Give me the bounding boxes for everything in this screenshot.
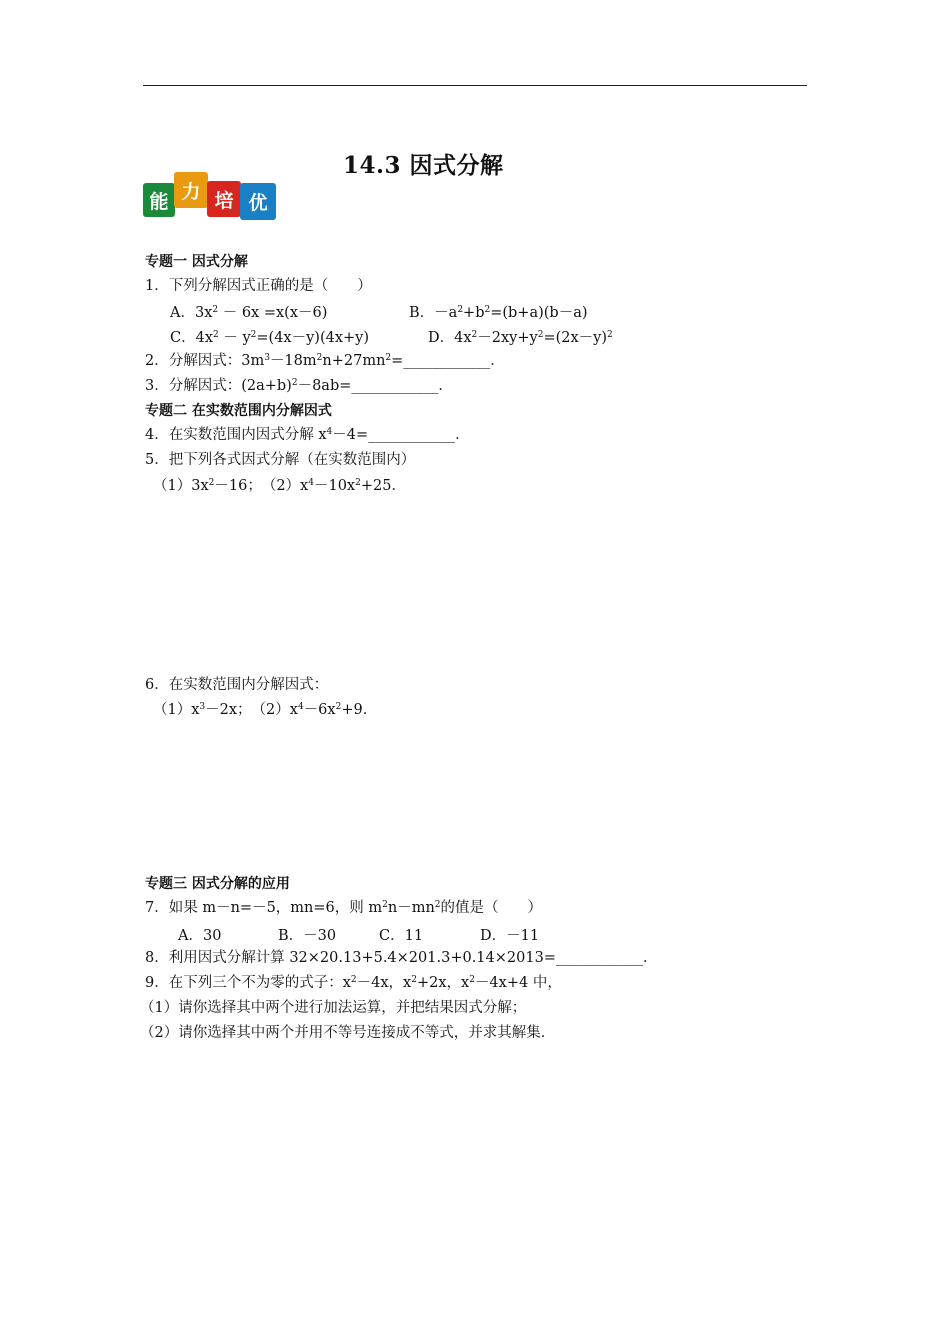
q5-stem: 5．把下列各式因式分解（在实数范围内）: [145, 452, 416, 468]
q1-stem: 1．下列分解因式正确的是（ ）: [145, 278, 372, 294]
page-title: 14.3 因式分解: [343, 152, 504, 179]
q7-option-a: A．30: [178, 928, 222, 944]
section-heading-3: 专题三 因式分解的应用: [145, 876, 290, 892]
q7-option-d: D．－11: [480, 928, 540, 944]
header-rule: [143, 85, 807, 86]
q4-text: 4．在实数范围内因式分解 $x^4-4=\_\_\_\_\_\_\_\_\_\_\_\_$．: [145, 427, 470, 443]
q1-option-c: C．$4x^2 - y^2=(4x-y)(4x+y)$: [170, 330, 370, 346]
logo-tile-4: 优: [240, 183, 276, 220]
q9-part-2: （2）请你选择其中两个并用不等号连接成不等式，并求其解集．: [140, 1025, 556, 1041]
ability-logo: [143, 170, 278, 222]
q2-text: 2．分解因式：$3m^3-18m^2n+27mn^2=\_\_\_\_\_\_\_\_\_\_\_\_$．: [145, 353, 505, 369]
logo-tile-1: 能: [143, 183, 175, 217]
q8-text: 8．利用因式分解计算 32×20.13+5.4×201.3+0.14×2013=____________．: [145, 950, 658, 966]
q1-option-a: A．$3x^2 - 6x =x(x-6)$: [170, 305, 328, 321]
section-heading-2: 专题二 在实数范围内分解因式: [145, 403, 332, 419]
q9-stem: 9．在下列三个不为零的式子：$x^2-4x$，$x^2+2x$，$x^2-4x+4$ 中，: [145, 975, 562, 991]
q7-option-b: B．－30: [278, 928, 337, 944]
logo-tile-2: 力: [174, 172, 208, 208]
q6-parts: $(1)x^3-2x$； $(2)x^4-6x^2+9$．: [153, 702, 378, 718]
section-heading-1: 专题一 因式分解: [145, 254, 248, 270]
q1-option-d: D．$4x^2-2xy+y^2=(2x-y)^2$: [428, 330, 613, 346]
q9-part-1: （1）请你选择其中两个进行加法运算，并把结果因式分解；: [140, 1000, 527, 1016]
q6-stem: 6．在实数范围内分解因式：: [145, 677, 329, 693]
logo-tile-3: 培: [207, 181, 241, 217]
q1-option-b: B．$-a^2+b^2=(b+a)(b-a)$: [409, 305, 588, 321]
q7-option-c: C．11: [379, 928, 424, 944]
q7-stem: 7．如果 m－n=－5，mn=6，则 $m^2n-mn^2$的值是（ ）: [145, 900, 543, 916]
q5-parts: $(1)3x^2-16$； $(2)x^4-10x^2+25$．: [153, 478, 406, 494]
q3-text: 3．分解因式：$(2a+b)^2-8ab=\_\_\_\_\_\_\_\_\_\_\_\_$．: [145, 378, 453, 394]
